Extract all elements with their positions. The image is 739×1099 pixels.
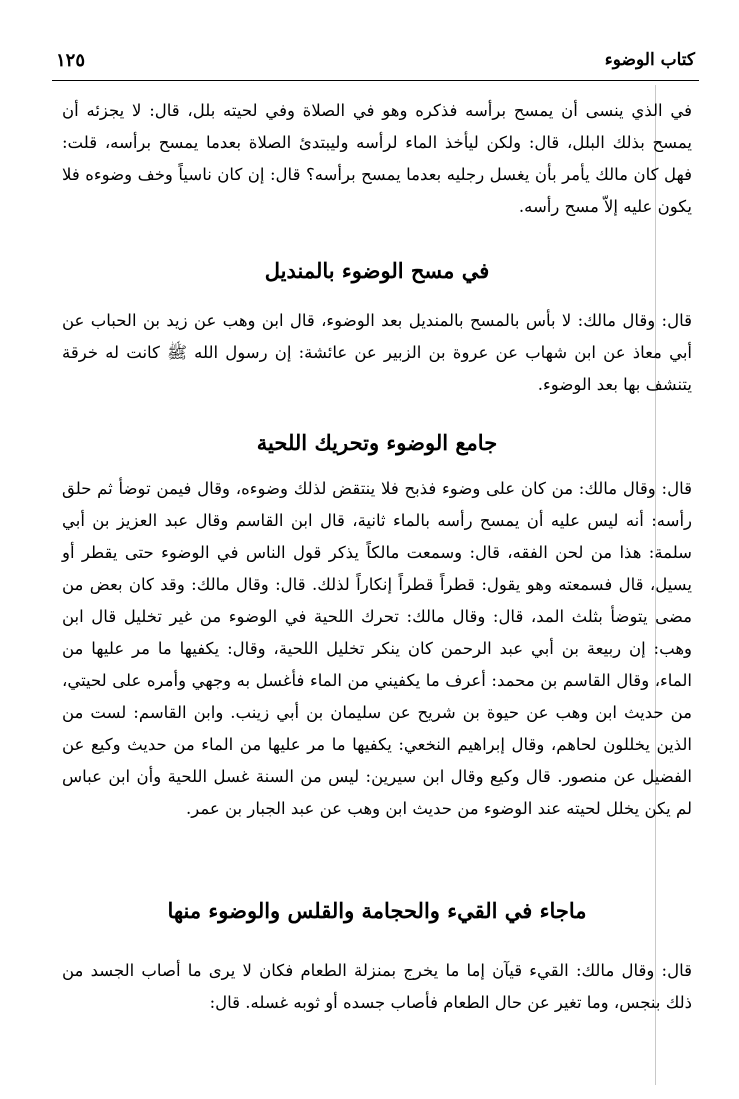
paragraph-beard: قال: وقال مالك: من كان على وضوء فذبح فلا ينتقض لذلك وضوءه، وقال فيمن توضأ ثم حلق رأسه: أنه ليس عليه أن يمسح رأسه بالماء ثانية، قال ابن القاسم وقال عبد العزيز بن أبي سلمة: هذا من لحن الفقه، قال: وسمعت مالكاً يذكر قول الناس في الوضوء حتى يقطر أو يسيل، قال فسمعته وهو يقول: قطراً قطراً إنكاراً لذلك. قال: وقال مالك: وقد كان بعض من مضى يتوضأ بثلث المد، قال: وقال مالك: تحرك اللحية في الوضوء من غير تخليل قال ابن وهب: إن ربيعة بن أبي عبد الرحمن كان ينكر تخليل اللحية، وقال: يكفيها ما مر عليها من الماء، وقال القاسم بن محمد: أعرف ما يكفيني من الماء فأغسل به وجهي وأمره على لحيتي، من حديث ابن وهب عن حيوة بن شريح عن سليمان بن أبي زينب. وابن القاسم: لست من الذين يخللون لحاهم، وقال إبراهيم النخعي: يكفيها ما مر عليها من الماء من حديث وكيع عن الفضيل عن منصور. قال وكيع وقال ابن سيرين: ليس من السنة غسل اللحية وأن ابن عباس لم يكن يخلل لحيته عند الوضوء من حديث ابن وهب عن عبد الجبار بن عمر. [62,479,692,818]
running-title: كتاب الوضوء [604,50,695,70]
section-heading-beard: جامع الوضوء وتحريك اللحية [256,430,498,455]
paragraph-forgot-head-wipe: في الذي ينسى أن يمسح برأسه فذكره وهو في الصلاة وفي لحيته بلل، قال: لا يجزئه أن يمسح بذلك البلل، قال: ولكن ليأخذ الماء لرأسه وليبتدئ الصلاة بعدما يمسح برأسه، قلت: فهل كان مالك يأمر بأن يغسل رجليه بعدما يمسح برأسه؟ قال: إن كان ناسياً وخف وضوءه فلا يكون عليه إلاّ مسح رأسه. [62,101,692,216]
section-heading-vomit-cupping: ماجاء في القيء والحجامة والقلس والوضوء منها [167,898,587,923]
page-header [52,40,699,81]
section-heading-towel: في مسح الوضوء بالمنديل [264,258,490,283]
paragraph-towel: قال: وقال مالك: لا بأس بالمسح بالمنديل بعد الوضوء، قال ابن وهب عن زيد بن الحباب عن أبي معاذ عن ابن شهاب عن عروة بن الزبير عن عائشة: إن رسول الله ﷺ كانت له خرقة يتنشف بها بعد الوضوء. [62,311,692,394]
page-number: ١٢٥ [56,50,86,71]
paragraph-vomit: قال: وقال مالك: القيء قيآن إما ما يخرج بمنزلة الطعام فكان لا يرى ما أصاب الجسد من ذلك بنجس، وما تغير عن حال الطعام فأصاب جسده أو ثوبه غسله. قال: [62,961,692,1012]
